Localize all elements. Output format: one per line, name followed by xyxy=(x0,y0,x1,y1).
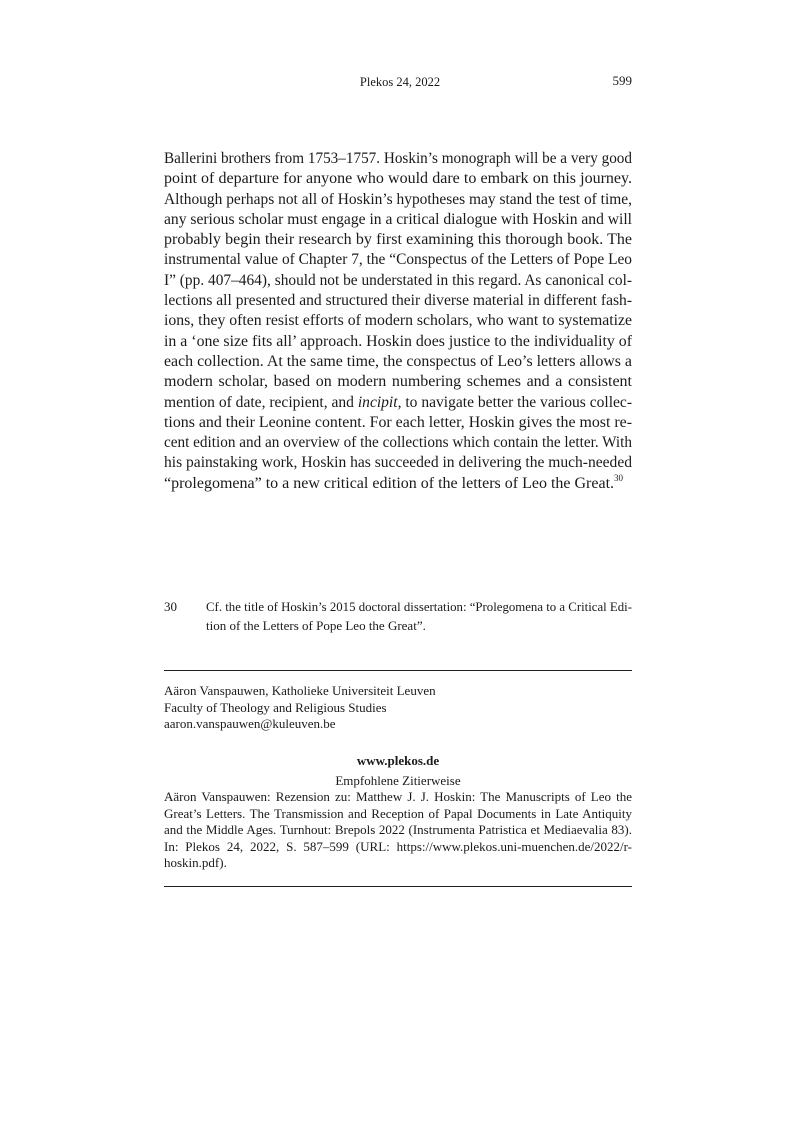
citation xyxy=(164,789,632,872)
divider xyxy=(164,886,632,887)
body-line xyxy=(164,474,632,494)
divider xyxy=(164,670,632,671)
citation-line: and the Middle Ages. Turnhout: Brepols 2022 (Instrumenta Patristica et Mediaevalia 83). xyxy=(164,822,632,837)
italic-term: incipit xyxy=(357,393,398,411)
body-line: cent edition and an overview of the collections which contain the letter. With xyxy=(164,434,632,452)
footnote-line: Cf. the title of Hoskin’s 2015 doctoral dissertation: “Prolegomena to a Critical Edi- xyxy=(206,599,632,614)
citation-line: Aäron Vanspauwen: Rezension zu: Matthew J. J. Hoskin: The Manuscripts of Leo the xyxy=(164,789,632,804)
text: , to navigate better the various collec- xyxy=(397,393,632,411)
citation-heading: Empfohlene Zitierweise xyxy=(335,773,461,788)
site-link[interactable]: www.plekos.de xyxy=(356,753,440,768)
running-head: Plekos 24, 2022 xyxy=(359,75,441,89)
body-line: lections all presented and structured their diverse material in different fash- xyxy=(164,292,632,310)
footnote-line: tion of the Letters of Pope Leo the Great”. xyxy=(206,618,426,633)
footnote xyxy=(164,597,632,635)
body-line: instrumental value of Chapter 7, the “Conspectus of the Letters of Pope Leo xyxy=(164,251,632,269)
text: “prolegomena” to a new critical edition of the letters of Leo the Great. xyxy=(164,474,615,492)
body-line: ions, they often resist efforts of modern scholars, who want to systematize xyxy=(164,312,632,330)
author-block xyxy=(164,683,436,733)
body-line: in a ‘one size fits all’ approach. Hoskin does justice to the individuality of xyxy=(164,332,632,350)
body-line: tions and their Leonine content. For each letter, Hoskin gives the most re- xyxy=(164,413,632,431)
body-line: modern scholar, based on modern numbering schemes and a consistent xyxy=(164,373,632,391)
body-line: each collection. At the same time, the conspectus of Leo’s letters allows a xyxy=(164,352,632,370)
body-line: Although perhaps not all of Hoskin’s hypotheses may stand the test of time, xyxy=(164,190,632,208)
footnote-number: 30 xyxy=(164,599,177,614)
author-name: Aäron Vanspauwen, Katholieke Universiteit Leuven xyxy=(164,683,436,698)
body-line xyxy=(164,393,632,413)
citation-line: In: Plekos 24, 2022, S. 587–599 (URL: https://www.plekos.uni-muenchen.de/2022/r- xyxy=(164,838,632,854)
body-paragraph xyxy=(164,149,632,494)
body-line: point of departure for anyone who would dare to embark on this journey. xyxy=(164,170,632,188)
page-number: 599 xyxy=(612,73,632,88)
citation-line: Great’s Letters. The Transmission and Reception of Papal Documents in Late Antiquity xyxy=(164,805,632,821)
body-line: his painstaking work, Hoskin has succeeded in delivering the much-needed xyxy=(164,454,632,472)
body-line: I” (pp. 407–464), should not be understated in this regard. As canonical col- xyxy=(164,271,632,289)
text: mention of date, recipient, and xyxy=(164,393,358,411)
body-line: Ballerini brothers from 1753–1757. Hoskin’s monograph will be a very good xyxy=(164,150,632,167)
author-email[interactable]: aaron.vanspauwen@kuleuven.be xyxy=(164,716,336,732)
footnote-reference[interactable]: 30 xyxy=(614,472,624,483)
body-line: probably begin their research by first examining this thorough book. The xyxy=(164,231,632,249)
citation-line: hoskin.pdf). xyxy=(164,855,227,870)
author-department: Faculty of Theology and Religious Studies xyxy=(164,699,387,715)
body-line: any serious scholar must engage in a critical dialogue with Hoskin and will xyxy=(164,210,632,228)
